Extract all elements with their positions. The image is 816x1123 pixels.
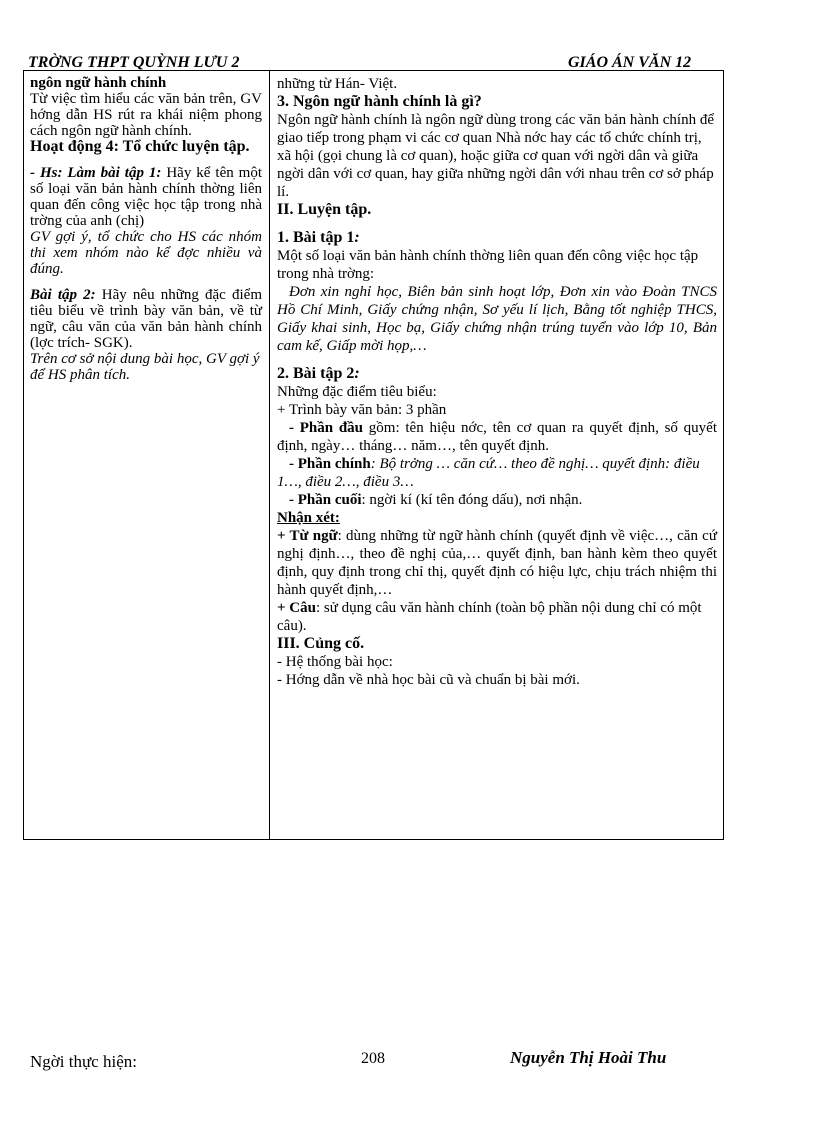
exercise-2-heading-text: 2. Bài tập 2 xyxy=(277,365,355,382)
exercise-1-label: - Hs: Làm bài tập 1: xyxy=(30,165,162,181)
part-head-label: - Phần đầu xyxy=(289,420,364,436)
vocabulary-label: + Từ ngữ xyxy=(277,528,338,544)
consolidation-heading: III. Củng cố. xyxy=(277,635,365,652)
sentence-text: : sử dụng câu văn hành chính (toàn bộ phần nội dung chỉ có một câu). xyxy=(277,600,702,634)
right-line-hanviet: những từ Hán- Việt. xyxy=(277,76,398,92)
exercise-1-text: Hãy kể tên một số loại văn bản hành chính thờng liên quan đến công việc học tập trong nhà trờng của anh (chị) xyxy=(30,165,263,229)
document-list: Đơn xin nghỉ học, Biên bản sinh hoạt lớp, Đơn xin vào Đoàn TNCS Hồ Chí Minh, Giấy chứng nhận, Sơ yếu lí lịch, Bằng tốt nghiệp THCS, Giấy khai sinh, Học bạ, Giấy chứng nhận trúng tuyển vào lớp 10, Bản cam kế, Giấp mời họp,… xyxy=(277,284,717,354)
activity-4-heading: Hoạt động 4: Tổ chức luyện tập. xyxy=(30,138,250,155)
exercise-2-prompt xyxy=(30,287,262,351)
practice-heading: II. Luyện tập. xyxy=(277,201,372,218)
exercise-1-heading-text: 1. Bài tập 1 xyxy=(277,229,355,246)
consolidation-item-1: - Hệ thống bài học: xyxy=(277,654,393,670)
content-column xyxy=(277,75,717,689)
exercise-1-hint: GV gợi ý, tổ chức cho HS các nhóm thi xem nhóm nào kể đợc nhiều và đúng. xyxy=(30,229,262,277)
part-main xyxy=(277,455,717,491)
part-end-text: : ngời kí (kí tên đóng dấu), nơi nhận. xyxy=(361,492,583,508)
part-head xyxy=(277,419,717,455)
part-main-label: - Phần chính xyxy=(289,456,371,472)
vocabulary-remark xyxy=(277,527,717,599)
sentence-label: + Câu xyxy=(277,600,316,616)
section-3-heading: 3. Ngôn ngữ hành chính là gì? xyxy=(277,93,482,110)
lesson-table xyxy=(23,70,724,840)
exercise-1-heading xyxy=(277,229,717,247)
column-divider xyxy=(269,71,270,839)
header-school: TRỜNG THPT QUỲNH LƯU 2 xyxy=(28,54,240,71)
exercise-1-intro: Một số loại văn bản hành chính thờng liên quan đến công việc học tập trong nhà trờng: xyxy=(277,248,699,282)
definition-para: Ngôn ngữ hành chính là ngôn ngữ dùng trong các văn bản hành chính để giao tiếp trong phạm vi các cơ quan Nhà nớc hay các tổ chức chính trị, xã hội (gọi chung là cơ quan), hoặc giữa cơ quan với ngời dân và giữa ngời dân với cơ quan, hay giữa những ngời dân với nhau trên cơ sở pháp lí. xyxy=(277,112,714,200)
remarks-heading: Nhận xét: xyxy=(277,510,340,526)
vocabulary-text: : dùng những từ ngữ hành chính (quyết định về việc…, căn cứ nghị định…, theo đề nghị của,… quyết định, ban hành kèm theo quyết định, quy định trong chỉ thị, quyết định có hiệu lực, chịu trách nhiệm thi hành quyết định,… xyxy=(277,528,717,598)
layout-feature: + Trình bày văn bản: 3 phần xyxy=(277,402,447,418)
part-end xyxy=(277,491,717,509)
author-label: Ngời thực hiện: xyxy=(30,1052,137,1071)
exercise-2-hint: Trên cơ sở nội dung bài học, GV gợi ý để HS phân tích. xyxy=(30,351,260,383)
teacher-activity-column xyxy=(30,75,262,383)
part-main-text: : Bộ trởng … căn cứ… theo đề nghị… quyết định: điều 1…, điều 2…, điều 3… xyxy=(277,456,700,490)
exercise-2-label: Bài tập 2: xyxy=(30,287,96,303)
left-para-concept: Từ việc tìm hiểu các văn bản trên, GV hớng dẫn HS rút ra khái niệm phong cách ngôn ngữ hành chính. xyxy=(30,91,262,139)
part-end-label: - Phần cuối xyxy=(289,492,362,508)
left-heading-cont: ngôn ngữ hành chính xyxy=(30,75,167,91)
author-signature: Nguyễn Thị Hoài Thu xyxy=(510,1048,667,1067)
header-title: GIÁO ÁN VĂN 12 xyxy=(568,54,692,71)
features-intro: Những đặc điểm tiêu biểu: xyxy=(277,384,437,400)
exercise-1-prompt xyxy=(30,165,262,229)
page-number: 208 xyxy=(361,1050,385,1067)
consolidation-item-2: - Hớng dẫn về nhà học bài cũ và chuẩn bị bài mới. xyxy=(277,672,580,688)
part-head-text: gồm: tên hiệu nớc, tên cơ quan ra quyết định, số quyết định, ngày… tháng… năm…, tên quyết định. xyxy=(277,420,717,454)
exercise-2-heading xyxy=(277,365,717,383)
exercise-1-heading-colon: : xyxy=(354,229,360,246)
exercise-2-text: Hãy nêu những đặc điểm tiêu biểu về trình bày văn bản, về từ ngữ, câu văn của văn bản hành chính (lợc trích- SGK). xyxy=(30,287,262,351)
exercise-2-heading-colon: : xyxy=(354,365,360,382)
sentence-remark xyxy=(277,599,717,635)
